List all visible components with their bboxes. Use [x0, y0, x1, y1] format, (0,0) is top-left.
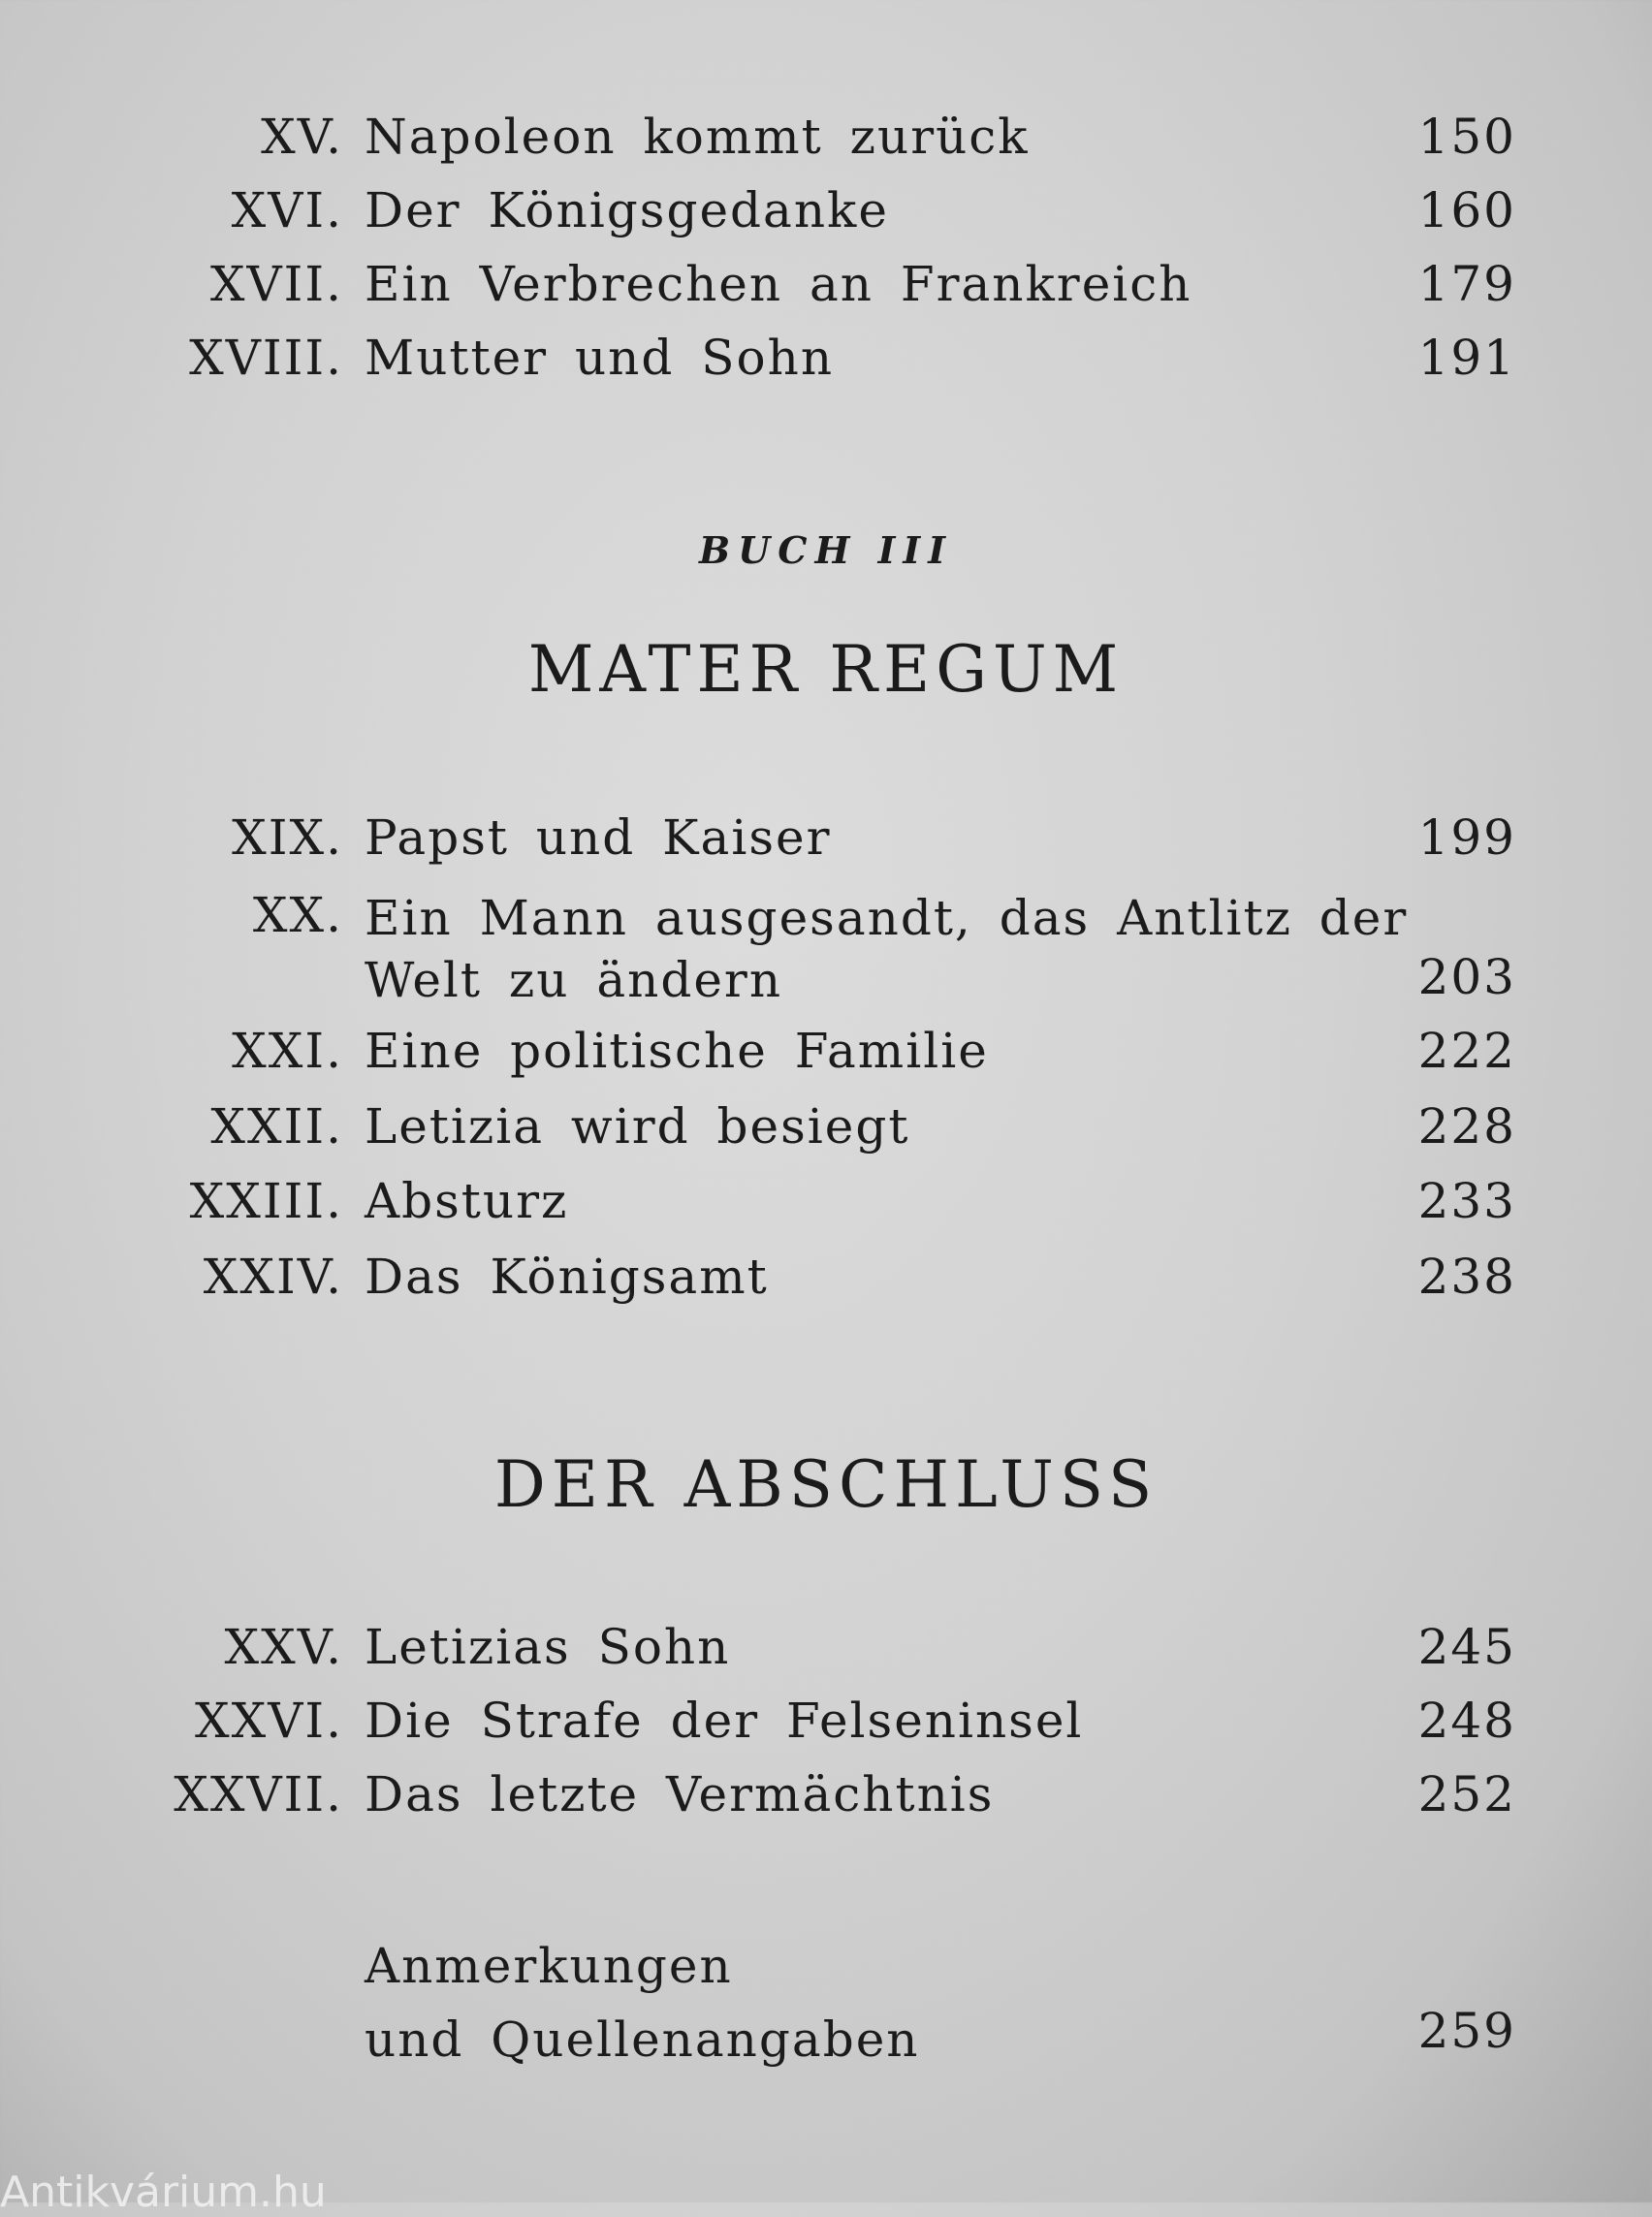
page-number: 238 [1417, 1249, 1516, 1305]
chapter-title: Eine politische Familie [365, 1023, 989, 1079]
page-number: 259 [1417, 2003, 1516, 2059]
chapter-title: Letizia wird besiegt [365, 1098, 910, 1155]
chapter-title: Papst und Kaiser [365, 809, 832, 866]
watermark: Antikvárium.hu [0, 2168, 327, 2217]
page-number: 252 [1417, 1766, 1516, 1822]
toc-entry [0, 1173, 1652, 1241]
toc-entry [0, 182, 1652, 250]
appendix-title [365, 1929, 1353, 2076]
appendix-entry [0, 1929, 1652, 2068]
chapter-numeral: XIX. [232, 809, 343, 866]
toc-entry [0, 1023, 1652, 1091]
toc-entry [0, 330, 1652, 397]
chapter-numeral: XXVI. [195, 1693, 343, 1749]
page-number: 199 [1417, 809, 1516, 866]
chapter-title: Napoleon kommt zurück [365, 109, 1030, 165]
chapter-numeral: XVII. [209, 256, 343, 312]
chapter-numeral: XXII. [210, 1098, 343, 1155]
page-number: 248 [1417, 1693, 1516, 1749]
chapter-numeral: XVIII. [189, 330, 343, 386]
chapter-title: Der Königsgedanke [365, 182, 889, 238]
page-number: 228 [1417, 1098, 1516, 1155]
page-number: 203 [1417, 949, 1516, 1005]
chapter-title [365, 887, 1409, 1011]
toc-entry [0, 1766, 1652, 1834]
chapter-title: Das Königsamt [365, 1249, 769, 1305]
page-number: 179 [1417, 256, 1516, 312]
toc-entry [0, 1619, 1652, 1687]
chapter-title: Ein Verbrechen an Frankreich [365, 256, 1192, 312]
appendix-title-line: Anmerkungen [365, 1938, 733, 1994]
page-number: 150 [1417, 109, 1516, 165]
page-number: 160 [1417, 182, 1516, 238]
chapter-numeral: XX. [252, 887, 343, 943]
chapter-title: Die Strafe der Felseninsel [365, 1693, 1084, 1749]
appendix-title-line: und Quellenangaben [365, 2011, 920, 2068]
page-number: 222 [1417, 1023, 1516, 1079]
chapter-numeral: XXVII. [174, 1766, 343, 1822]
chapter-title-line: Welt zu ändern [365, 952, 783, 1008]
page-number: 191 [1417, 330, 1516, 386]
chapter-numeral: XXV. [224, 1619, 343, 1675]
chapter-numeral: XXIII. [189, 1173, 343, 1229]
toc-entry [0, 1693, 1652, 1760]
toc-entry [0, 109, 1652, 176]
chapter-title: Letizias Sohn [365, 1619, 731, 1675]
chapter-title: Das letzte Vermächtnis [365, 1766, 995, 1822]
toc-entry [0, 1098, 1652, 1166]
chapter-title-line: Ein Mann ausgesandt, das Antlitz der [365, 890, 1409, 946]
page-number: 245 [1417, 1619, 1516, 1675]
chapter-numeral: XXIV. [203, 1249, 343, 1305]
section-heading: MATER REGUM [527, 632, 1125, 707]
toc-entry [0, 809, 1652, 877]
book-label: BUCH III [699, 528, 953, 572]
chapter-numeral: XVI. [231, 182, 343, 238]
section-heading: DER ABSCHLUSS [493, 1447, 1159, 1522]
chapter-title: Absturz [365, 1173, 569, 1229]
chapter-title: Mutter und Sohn [365, 330, 835, 386]
chapter-numeral: XXI. [232, 1023, 343, 1079]
toc-entry [0, 256, 1652, 324]
chapter-numeral: XV. [261, 109, 343, 165]
toc-entry [0, 887, 1652, 1023]
page-number: 233 [1417, 1173, 1516, 1229]
toc-entry [0, 1249, 1652, 1316]
